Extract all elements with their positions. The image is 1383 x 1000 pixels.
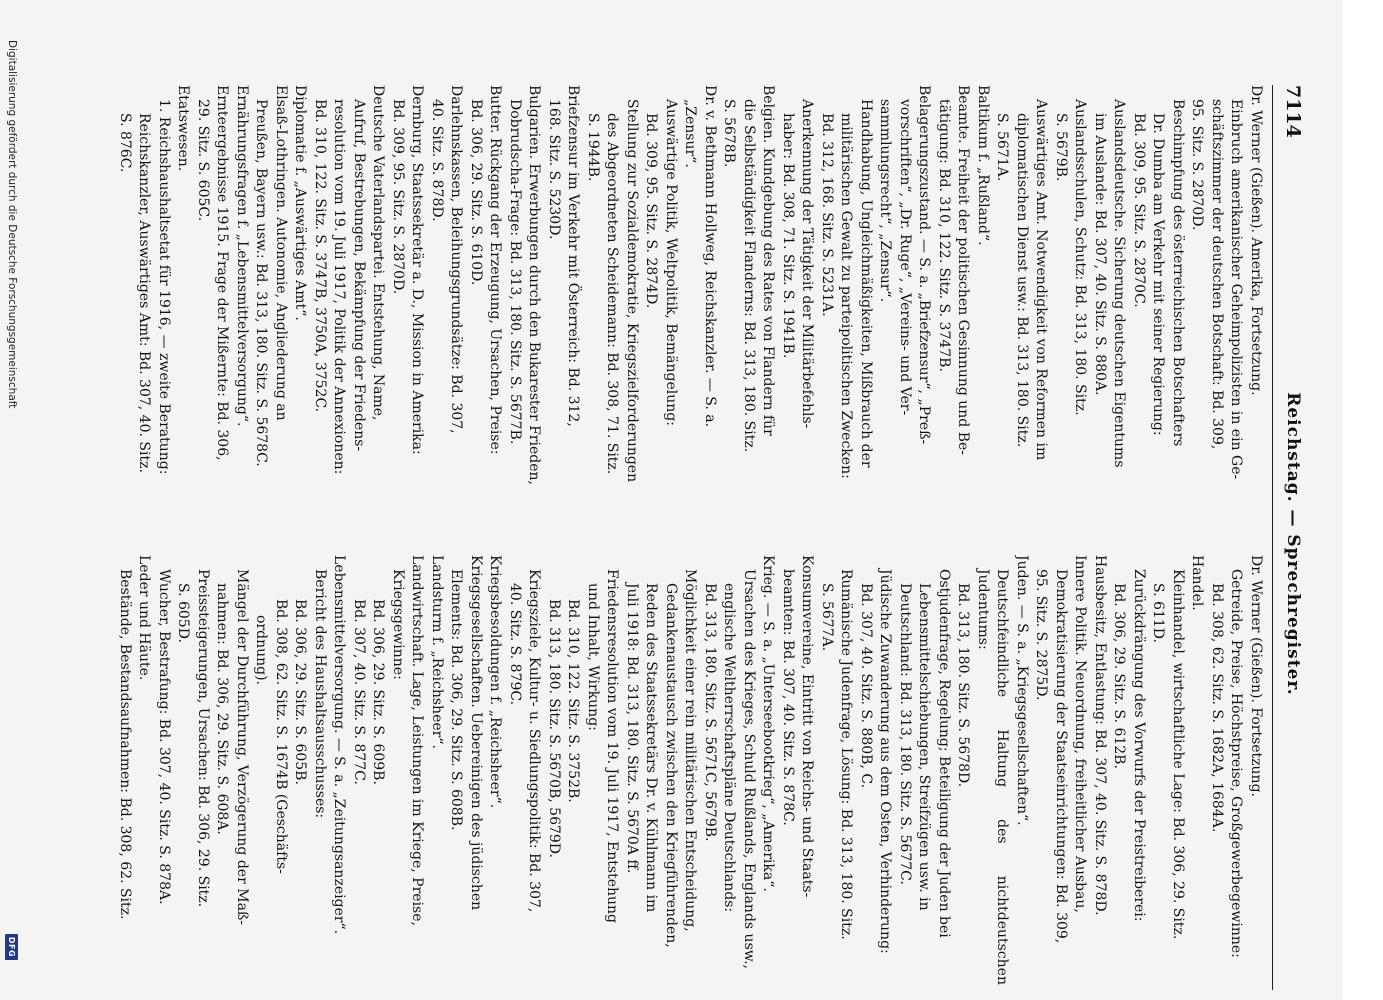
index-entry-line: Auswärtiges Amt. Notwendigkeit von Reformen im: [1033, 99, 1050, 461]
index-entry-line: 1. Reichshaushaltsetat für 1916, — zweite Beratung:: [156, 99, 172, 475]
index-entry-line: Aufruf, Bestrebungen, Bekämpfung der Friedens-: [351, 99, 367, 452]
index-entry-line: Elements: Bd. 306, 29. Sitz. S. 608B.: [448, 569, 465, 831]
index-entry-line: Bd. 308, 62. Sitz. S. 1682A, 1684A.: [1209, 583, 1225, 833]
left-column: [115, 85, 1265, 515]
index-entry-line: Getreide, Preise, Höchstpreise, Großgewerbegewinne:: [1228, 569, 1245, 958]
index-entry-line: Bd. 308, 62. Sitz. S. 1674B (Geschäfts-: [273, 599, 289, 874]
index-entry-line: S. 605D.: [175, 583, 192, 643]
index-entry-line: sammlungsrecht“, „Zensur“.: [877, 99, 894, 303]
index-entry-line: Wucher, Bestrafung: Bd. 307, 40. Sitz. S. 878A.: [156, 569, 172, 905]
index-entry-line: vorschriften“, „Dr. Ruge“, „Vereins- und Ver-: [897, 99, 913, 416]
dfg-logo: DFG: [6, 934, 19, 960]
index-entry-line: Friedensresolution vom 19. Juli 1917, Entstehung: [604, 569, 621, 924]
index-entry-line: Handhabung, Ungleichmäßigkeiten, Mißbrauch der: [858, 99, 874, 468]
index-entry-line: Kriegsgewinne:: [390, 569, 406, 680]
index-entry-line: beamten: Bd. 307, 40. Sitz. S. 878C.: [780, 569, 796, 826]
index-entry-line: Bestände, Bestandsaufnahmen: Bd. 308, 62. Sitz.: [117, 569, 133, 920]
index-entry-line: resolution vom 19. Juli 1917, Politik der Annexionen:: [331, 99, 348, 475]
index-entry-heading: Kriegsgesellschaften. Uebereinigen des jüdischen: [468, 555, 484, 911]
index-entry-line: tätigung: Bd. 310, 122. Sitz. S. 3747B.: [936, 99, 952, 372]
index-entry-heading: Belgien. Kundgebung des Rates von Flandern für: [760, 85, 777, 436]
index-entry-line: des Abgeordneten Scheidemann: Bd. 308, 71. Sitz.: [604, 113, 621, 475]
index-entry-heading: Bulgarien. Erwerbungen durch den Bukarester Frieden,: [526, 85, 543, 485]
running-title: Reichstag. — Sprechregister.: [1283, 392, 1303, 696]
index-entry-line: Bd. 313, 180. Sitz. S. 5670B, 5679D.: [546, 599, 562, 858]
index-entry-line: Deutschland: Bd. 313, 180. Sitz. S. 5677C.: [897, 583, 913, 885]
index-entry-heading: Briefzensur im Verkehr mit Österreich: Bd. 312,: [565, 85, 582, 427]
index-entry-line: Juli 1918: Bd. 313, 180. Sitz. S. 5670A ff.: [624, 583, 640, 874]
index-entry-heading: Elsaß-Lothringen. Autonomie, Angliederung an: [273, 85, 289, 421]
index-entry-line: Kriegsziele, Kultur- u. Siedlungspolitik: Bd. 307,: [526, 569, 543, 913]
index-entry-line: 29. Sitz. S. 605C.: [195, 99, 211, 222]
index-entry-line: 95. Sitz. S. 2870D.: [1189, 99, 1206, 231]
index-entry-heading: Baltikum f. „Rußland“.: [975, 85, 991, 246]
index-entry-line: 40. Sitz. S. 879C.: [507, 583, 523, 706]
index-entry-heading: Innere Politik. Neuordnung, freiheitlicher Ausbau,: [1072, 555, 1089, 913]
index-entry-line: Bd. 306, 29. Sitz. S. 609B.: [370, 599, 387, 785]
index-entry-line: haber: Bd. 308, 71. Sitz. S. 1941B.: [780, 113, 796, 359]
index-entry-line: Möglichkeit einer rein militärischen Entscheidung,: [682, 569, 699, 932]
index-entry-heading: Dr. v. Bethmann Hollweg, Reichskanzler. — S. a.: [702, 85, 718, 428]
index-entry-line: ordnung).: [253, 615, 270, 686]
index-entry-heading: Dr. Werner (Gießen). Fortsetzung.: [1248, 555, 1264, 797]
index-entry-line: S. 5677A.: [819, 583, 835, 652]
index-entry-line: Jüdische Zuwanderung aus dem Osten, Verhinderung:: [877, 569, 894, 954]
index-entry-line: Bd. 310, 122. Sitz. S. 3752B.: [565, 599, 582, 803]
index-entry-line: die Selbständigkeit Flanderns: Bd. 313, 180. Sitz.: [741, 99, 757, 453]
index-entry-line: S. 5671A.: [994, 113, 1011, 182]
index-entry-line: Ostjudenfrage, Regelung; Beteiligung der Juden bei: [936, 569, 952, 938]
index-entry-heading: Ernteergebnisse 1915. Frage der Mißernte: Bd. 306,: [214, 85, 231, 461]
index-entry-line: Gedankenaustausch zwischen den Kriegführenden,: [663, 583, 679, 948]
index-entry-line: schäftszimmer der deutschen Botschaft: Bd. 309,: [1209, 99, 1225, 450]
page-header: [1272, 85, 1313, 990]
index-entry-line: Bd. 313, 180. Sitz. S. 5678D.: [955, 583, 972, 788]
index-entry-heading: Darlehnskassen, Beleihungsgrundsätze: Bd. 307,: [448, 85, 465, 434]
index-entry-heading: Kriegsbesoldungen f. „Reichsheer“.: [487, 555, 504, 809]
index-entry-line: Kleinhandel, wirtschaftliche Lage: Bd. 306, 29. Sitz.: [1170, 569, 1186, 940]
page-footer: [1, 40, 23, 960]
index-entry-line: Bd. 309, 95. Sitz. S. 2874D.: [643, 113, 660, 309]
index-entry-heading: Butter. Rückgang der Erzeugung, Ursachen, Preise:: [487, 85, 504, 455]
index-entry-heading: Konsumvereine, Eintritt von Reichs- und Staats-: [799, 555, 816, 898]
index-entry-heading: Landsturm f. „Reichsheer“.: [429, 555, 445, 749]
index-entry-line: im Auslande: Bd. 307, 40. Sitz. S. 880A.: [1092, 113, 1108, 396]
index-entry-line: Bd. 306, 29. Sitz. S. 605B.: [292, 599, 309, 785]
index-entry-heading: Landwirtschaft. Lage, Leistungen im Kriege, Preise,: [409, 555, 426, 926]
index-entry-line: Bd. 306, 29. Sitz. S. 612B.: [1111, 583, 1128, 769]
page-number: 7114: [1282, 85, 1304, 138]
index-entry-line: Einbruch amerikanischer Geheimpolizisten in ein Ge-: [1228, 99, 1245, 480]
index-entry-line: Mängel der Durchführung, Verzögerung der Maß-: [234, 569, 250, 926]
index-entry-line: Dobrudscha-Frage: Bd. 313, 180. Sitz. S. 5677B.: [507, 99, 523, 445]
index-entry-heading: Juden. — S. a. „Kriegsgesellschaften“.: [1014, 555, 1030, 826]
index-entry-line: Ursachen des Krieges, Schuld Rußlands, Englands usw.,: [741, 569, 757, 969]
index-entry-line: 40. Sitz. S. 878D.: [429, 99, 445, 222]
index-entry-line: Deutschfeindliche Haltung des nichtdeutschen Judentums:: [975, 569, 1011, 985]
index-entry-line: S. 611D.: [1150, 583, 1167, 643]
index-entry-line: Preissteigerungen, Ursachen: Bd. 306, 29. Sitz.: [195, 569, 211, 908]
index-entry-heading: Leder und Häute.: [136, 555, 153, 681]
index-entry-line: Beschimpfung des österreichischen Botschafters: [1170, 99, 1186, 447]
index-entry-heading: Dernburg, Staatssekretär a. D., Mission in Amerika:: [409, 85, 426, 455]
index-entry-heading: Dr. Werner (Gießen). Amerika, Fortsetzung.: [1248, 85, 1264, 396]
index-entry-line: Bd. 312, 168. Sitz. S. 5231A.: [819, 113, 835, 317]
index-entry-heading: Ernährungsfragen f. „Lebensmittelversorgung“.: [234, 85, 250, 427]
index-entry-heading: Hausbesitz, Entlastung: Bd. 307, 40. Sitz. S. 878D.: [1092, 555, 1108, 916]
index-entry-line: und Inhalt, Wirkung:: [585, 583, 601, 731]
index-entry-line: „Zensur“.: [682, 99, 699, 168]
index-entry-line: 95. Sitz. S. 2875D.: [1033, 569, 1050, 701]
index-entry-line: Demokratisierung der Staatseinrichtungen: Bd. 309,: [1053, 569, 1069, 944]
index-entry-heading: Deutsche Vaterlandspartei. Entstehung, Name,: [370, 85, 387, 421]
index-entry-heading: Handel.: [1189, 555, 1206, 611]
index-entry-line: Auswärtige Politik, Weltpolitik, Bemängelung:: [663, 99, 679, 426]
index-entry-line: Bd. 309, 95. Sitz. S. 2870D.: [390, 99, 406, 295]
index-entry-line: Rumänische Judenfrage, Lösung: Bd. 313, 180. Sitz.: [838, 569, 855, 940]
index-entry-line: Stellung zur Sozialdemokratie, Kriegszielforderungen: [624, 99, 640, 483]
index-entry-line: Bd. 307, 40. Sitz. S. 877C.: [351, 599, 367, 785]
index-entry-heading: Belagerungszustand. — S. a. „Briefzensur“, „Preß-: [916, 85, 933, 445]
index-entry-line: Bd. 313, 180. Sitz. S. 5671C, 5679B.: [702, 583, 718, 842]
index-entry-line: diplomatischen Dienst usw.: Bd. 313, 180. Sitz.: [1014, 113, 1030, 448]
index-entry-line: 168. Sitz. S. 5230D.: [546, 99, 562, 240]
index-entry-line: Bericht des Haushaltsausschusses:: [312, 569, 328, 819]
index-entry-line: englische Weltherrschaftspläne Deutschlands:: [721, 583, 738, 913]
right-column: [115, 555, 1265, 985]
scan-border: [1343, 0, 1383, 1000]
index-entry-line: Reichskanzler, Auswärtiges Amt: Bd. 307, 40. Sitz.: [136, 113, 153, 473]
index-entry-line: Bd. 309, 95. Sitz. S. 2870C.: [1131, 113, 1147, 308]
index-entry-line: nahmen: Bd. 306, 29. Sitz. S. 608A.: [214, 583, 231, 835]
index-entry-line: Bd. 306, 29. Sitz. S. 610D.: [468, 99, 484, 286]
index-entry-line: S. 5678B.: [721, 99, 738, 168]
index-entry-line: Dr. Dumba am Verkehr mit seiner Regierung:: [1150, 113, 1167, 436]
index-entry-line: Zurückdrängung des Vorwurfs der Preistreiberei:: [1131, 569, 1147, 922]
index-entry-line: militärischen Gewalt zu parteipolitischen Zwecken:: [838, 113, 855, 479]
index-entry-line: S. 1944B.: [585, 113, 601, 182]
index-entry-line: Auslandsschulen, Schutz: Bd. 313, 180. Sitz.: [1072, 99, 1089, 416]
index-entry-line: S. 876C.: [117, 113, 133, 173]
index-entry-heading: Diplomatie f. „Auswärtiges Amt“.: [292, 85, 309, 321]
index-entry-line: Reden des Staatssekretärs Dr. v. Kühlmann im: [643, 583, 660, 913]
index-entry-heading: Lebensmittelversorgung. — S. a. „Zeitungsanzeiger“.: [331, 555, 348, 935]
index-entry-line: Preußen, Bayern usw.: Bd. 313, 180. Sitz. S. 5678C.: [253, 99, 270, 467]
digitization-credit: Digitalisierung gefördert durch die Deutsche Forschungsgemeinschaft: [6, 40, 18, 409]
index-entry-line: Auslandsdeutsche. Sicherung deutschen Eigentums: [1111, 99, 1128, 468]
index-entry-heading: Krieg. — S. a. „Unterseebootkrieg“, „Amerika“.: [760, 555, 777, 892]
index-entry-line: Bd. 310, 122. Sitz. S. 3747B, 3750A, 3752C.: [312, 99, 328, 413]
index-entry-heading: Etatswesen.: [175, 85, 192, 172]
index-entry-line: Anerkennung der Tätigkeit der Militärbefehls-: [799, 99, 816, 429]
index-entry-line: S. 5679B.: [1053, 113, 1069, 182]
index-entry-line: Bd. 307, 40. Sitz. S. 880B, C.: [858, 583, 874, 789]
index-entry-line: Lebensmittelschiebungen, Streifzügen usw. in: [916, 583, 933, 911]
index-entry-heading: Beamte. Freiheit der politischen Gesinnung und Be-: [955, 85, 972, 456]
